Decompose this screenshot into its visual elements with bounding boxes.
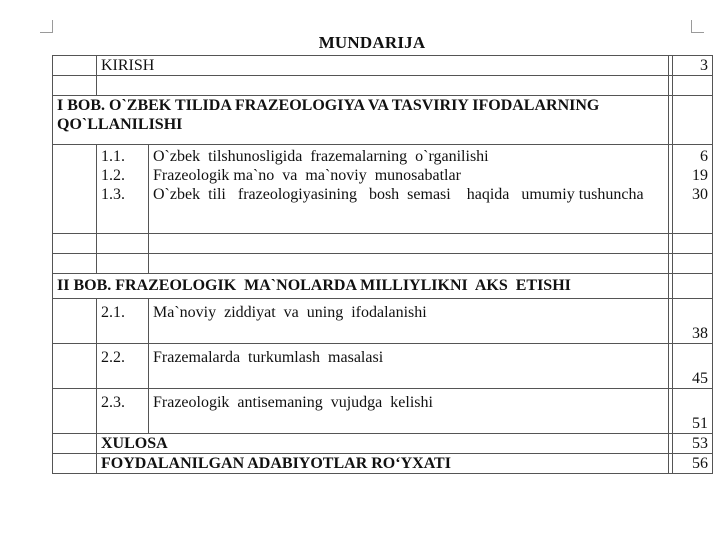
references-page: 56	[673, 454, 713, 474]
section-number: 1.2.	[101, 167, 125, 184]
chapter-1-title: I BOB. O`ZBEK TILIDA FRAZEOLOGIYA VA TASVIRIY IFODALARNING QO`LLANILISHI	[53, 96, 669, 145]
toc-row-spacer	[53, 76, 713, 96]
empty-cell	[53, 434, 97, 454]
empty-cell	[673, 96, 713, 145]
section-pages	[673, 145, 713, 234]
chapter-2-title: II BOB. FRAZEOLOGIK MA`NOLARDA MILLIYLIKNI AKS ETISHI	[53, 274, 669, 299]
section-number: 2.3.	[97, 389, 149, 434]
section-page: 45	[673, 344, 713, 389]
toc-row-spacer	[53, 234, 713, 254]
section-numbers	[97, 145, 149, 234]
empty-cell	[53, 299, 97, 344]
empty-cell	[53, 454, 97, 474]
toc-row-references	[53, 454, 713, 474]
section-number: 2.2.	[97, 344, 149, 389]
toc-row-section	[53, 389, 713, 434]
section-number: 2.1.	[97, 299, 149, 344]
empty-cell	[53, 145, 97, 234]
intro-label: KIRISH	[97, 56, 669, 76]
intro-page: 3	[673, 56, 713, 76]
section-number: 1.3.	[101, 186, 125, 203]
section-title: Frazemalarda turkumlash masalasi	[149, 344, 669, 389]
section-titles	[149, 145, 669, 234]
section-page: 38	[673, 299, 713, 344]
empty-cell	[53, 56, 97, 76]
section-title: Frazeologik antisemaning vujudga kelishi	[149, 389, 669, 434]
section-title: Frazeologik ma`no va ma`noviy munosabatlar	[153, 167, 461, 184]
table-of-contents	[52, 55, 713, 474]
toc-row-chapter-1	[53, 96, 713, 145]
section-page: 30	[692, 186, 708, 203]
conclusion-page: 53	[673, 434, 713, 454]
section-title: Ma`noviy ziddiyat va uning ifodalanishi	[149, 299, 669, 344]
toc-row-chapter-1-sections	[53, 145, 713, 234]
conclusion-label: XULOSA	[97, 434, 669, 454]
empty-cell	[53, 344, 97, 389]
toc-row-chapter-2	[53, 274, 713, 299]
toc-row-intro	[53, 56, 713, 76]
empty-cell	[53, 389, 97, 434]
toc-row-section	[53, 299, 713, 344]
empty-cell	[673, 274, 713, 299]
section-number: 1.1.	[101, 148, 125, 165]
section-title: O`zbek tilshunosligida frazemalarning o`rganilishi	[153, 148, 489, 165]
toc-row-section	[53, 344, 713, 389]
document-title: MUNDARIJA	[318, 33, 426, 52]
page-corner-mark-left	[40, 20, 53, 33]
toc-row-spacer	[53, 254, 713, 274]
section-page: 19	[692, 167, 708, 184]
references-label: FOYDALANILGAN ADABIYOTLAR RO‘YXATI	[97, 454, 669, 474]
toc-row-conclusion	[53, 434, 713, 454]
section-page: 6	[700, 148, 708, 165]
page-corner-mark-right	[691, 20, 704, 33]
section-page: 51	[673, 389, 713, 434]
section-title: O`zbek tili frazeologiyasining bosh semasi haqida umumiy tushuncha	[153, 186, 644, 203]
